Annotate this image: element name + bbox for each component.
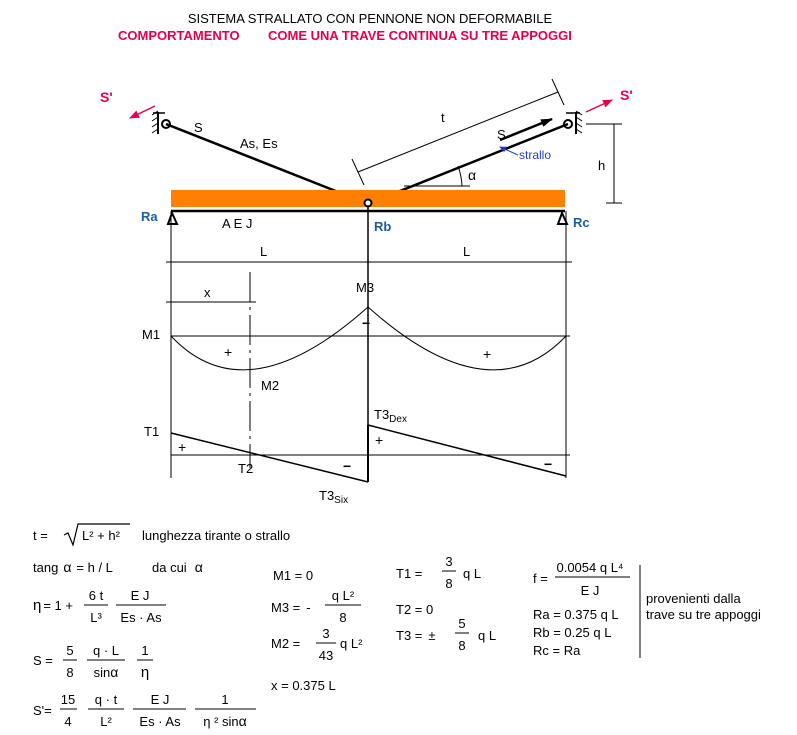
t3-tail: q L	[478, 628, 497, 643]
m3-num: q L²	[331, 588, 355, 603]
m2-label: M2	[261, 378, 280, 393]
s-frac1-num: 5	[66, 643, 74, 658]
s-frac3-num: 1	[141, 643, 149, 658]
t-formula-desc: lunghezza tirante o strallo	[142, 528, 291, 543]
t3-six-label: $T3_{Six}$	[319, 488, 349, 506]
rb-formula: Rb = 0.25 q L	[533, 625, 612, 640]
as-es-label: As, Es	[240, 136, 278, 151]
sp-frac3-num: E J	[150, 692, 170, 707]
moment-minus-center: −	[362, 315, 371, 331]
t2-formula: T2 = 0	[396, 602, 434, 617]
l-left-label: L	[260, 244, 268, 259]
ra-formula: Ra = 0.375 q L	[533, 607, 619, 622]
shear-plus-left: +	[178, 439, 187, 455]
note-line-1: provenienti dalla	[646, 591, 741, 606]
center-node	[365, 200, 372, 207]
t3-formula-lhs: T3 = ±	[396, 628, 436, 643]
m3-formula-lhs: M3 = -	[271, 600, 311, 615]
s-left-label: S	[194, 120, 203, 135]
sp-frac3-den: Es · As	[139, 714, 181, 729]
tang-formula: tang α = h / L	[33, 559, 113, 575]
t3-num: 5	[458, 616, 466, 631]
sp-frac4-den: η ² sinα	[203, 713, 247, 729]
s-prime-left-label: S'	[100, 89, 113, 105]
sp-frac2-den: L²	[100, 714, 112, 729]
s-prime-left-arrow	[130, 106, 155, 118]
moment-plus-right: +	[483, 346, 492, 362]
s-frac2-den: sinα	[93, 664, 119, 680]
h-label: h	[598, 158, 606, 173]
s-frac2-num: q · L	[92, 643, 120, 658]
shear-minus-left: −	[343, 458, 352, 474]
tang-desc: da cui α	[152, 559, 203, 575]
f-formula-lhs: f =	[533, 571, 548, 586]
t-formula-radicand: L² + h²	[82, 528, 120, 543]
t2-label: T2	[238, 461, 254, 476]
x-formula: x = 0.375 L	[271, 678, 336, 693]
m2-num: 3	[322, 626, 330, 641]
f-num: 0.0054 q L⁴	[556, 560, 624, 575]
ra-label: Ra	[141, 209, 158, 224]
sp-frac1-den: 4	[64, 714, 72, 729]
shear-line-right	[368, 425, 566, 476]
strallo-label: strallo	[519, 148, 552, 162]
shear-line-left	[171, 433, 368, 482]
rb-label: Rb	[374, 219, 392, 234]
moment-plus-left: +	[224, 344, 233, 360]
moment-curve-right	[368, 307, 566, 370]
eta-frac1-den: L³	[90, 610, 102, 625]
t-label: t	[441, 110, 445, 125]
s-lhs: S =	[33, 653, 53, 668]
t1-den: 8	[445, 576, 453, 591]
page-title: SISTEMA STRALLATO CON PENNONE NON DEFORMABILE	[187, 11, 553, 26]
eta-frac2-den: Es · As	[120, 610, 162, 625]
shear-minus-right: −	[544, 456, 553, 472]
sp-frac4-num: 1	[221, 692, 229, 707]
note-line-2: trave su tre appoggi	[646, 607, 761, 622]
sp-lhs: S'=	[33, 703, 52, 718]
m2-den: 43	[318, 648, 334, 663]
alpha-label: α	[468, 167, 477, 183]
m1-formula: M1 = 0	[273, 568, 314, 583]
right-anchor	[564, 111, 582, 134]
t1-tail: q L	[463, 566, 482, 581]
t1-formula-lhs: T1 =	[396, 566, 423, 581]
f-den: E J	[580, 583, 600, 598]
s-prime-right-arrow	[586, 100, 612, 112]
sp-frac2-num: q · t	[94, 692, 118, 707]
s-arrow-right	[500, 119, 552, 140]
s-right-label: S	[497, 127, 506, 142]
moment-curve-left	[171, 307, 371, 370]
t1-num: 3	[445, 554, 453, 569]
aej-label: A E J	[222, 216, 253, 231]
eta-lhs: η = 1 +	[33, 597, 73, 614]
rc-label: Rc	[573, 215, 590, 230]
subtitle-right: COME UNA TRAVE CONTINUA SU TRE APPOGGI	[268, 28, 572, 43]
eta-frac1-num: 6 t	[88, 588, 104, 603]
sp-frac1-num: 15	[60, 692, 76, 707]
t-formula-lhs: t =	[33, 528, 48, 543]
m1-label: M1	[142, 327, 161, 342]
t3-dex-label: $T3_{Dex}$	[374, 407, 407, 425]
left-anchor	[152, 111, 170, 134]
x-label: x	[204, 285, 211, 300]
support-a	[168, 213, 177, 224]
m3-label: M3	[356, 280, 375, 295]
t1-label: T1	[144, 424, 160, 439]
s-frac1-den: 8	[66, 665, 74, 680]
m2-formula-lhs: M2 =	[271, 636, 301, 651]
m2-tail: q L²	[340, 636, 363, 651]
s-prime-right-label: S'	[620, 87, 633, 103]
subtitle-left: COMPORTAMENTO	[118, 28, 240, 43]
t3-den: 8	[458, 638, 466, 653]
s-frac3-den: η	[140, 664, 150, 681]
rc-formula: Rc = Ra	[533, 643, 581, 658]
shear-plus-right: +	[375, 432, 384, 448]
l-right-label: L	[463, 244, 471, 259]
m3-den: 8	[339, 610, 347, 625]
eta-frac2-num: E J	[130, 588, 150, 603]
